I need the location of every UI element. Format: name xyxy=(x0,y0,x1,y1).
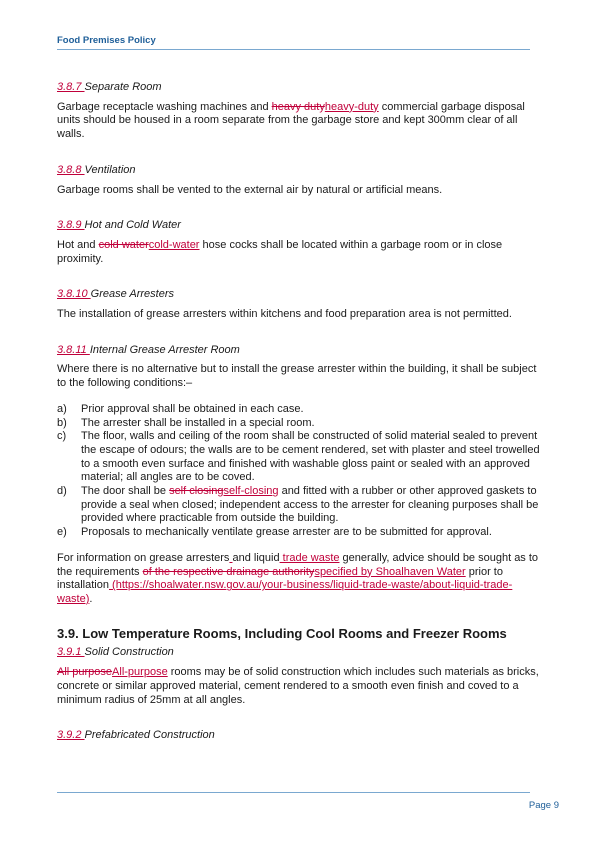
section-title: Ventilation xyxy=(84,163,136,176)
list-marker: c) xyxy=(57,430,67,443)
inserted-text: specified by Shoalhaven Water xyxy=(314,565,466,578)
section-title: Internal Grease Arrester Room xyxy=(89,343,240,356)
deleted-text: All purpose xyxy=(57,666,113,679)
paragraph-3-8-7 xyxy=(57,101,543,142)
header-title: Food Premises Policy xyxy=(57,35,156,46)
section-title: Prefabricated Construction xyxy=(84,729,215,742)
list-item xyxy=(57,485,543,526)
document-body xyxy=(57,81,543,749)
subheading-3-9-2 xyxy=(57,729,543,743)
running-header xyxy=(57,35,530,50)
section-number: 3.8.11 xyxy=(57,343,90,356)
page-number: Page 9 xyxy=(528,800,559,811)
text-run: and fitted with a rubber or other approved gaskets to provide a seal when closed; independent access to the arrester for cleaning purposes shall be provided where practicable from outside the building. xyxy=(81,485,539,525)
inserted-text: cold-water xyxy=(148,238,200,251)
trade-waste-link[interactable]: (https://shoalwater.nsw.gov.au/your-business/liquid-trade-waste/about-liquid-trade-waste) xyxy=(57,579,513,605)
text-run: For information on grease arresters xyxy=(57,551,230,564)
text-run: prior to installation xyxy=(57,565,503,592)
deleted-text: of the respective drainage authority xyxy=(142,565,315,578)
list-marker: e) xyxy=(57,526,67,539)
text-run: Hot and xyxy=(57,238,99,251)
section-heading-3-9: 3.9. Low Temperature Rooms, Including Cool Rooms and Freezer Rooms xyxy=(57,625,507,641)
list-item-text: The floor, walls and ceiling of the room shall be constructed of solid material sealed to prevent the escape of odours; the walls are to be cement rendered, set with plaster and steel trowelled to a smooth even surface and finished with washable gloss paint or sealed with an approved material; all angles are to be coved. xyxy=(81,430,540,484)
section-number: 3.8.7 xyxy=(57,81,85,93)
subheading-3-8-8 xyxy=(57,164,543,178)
conditions-list xyxy=(57,403,543,540)
section-number: 3.9.1 xyxy=(57,646,85,659)
list-item-text xyxy=(81,485,543,526)
list-item xyxy=(57,526,543,540)
deleted-text: cold water xyxy=(98,238,149,251)
subheading-3-8-10 xyxy=(57,288,543,302)
subheading-3-9-1 xyxy=(57,646,543,660)
section-number: 3.8.8 xyxy=(57,163,85,176)
section-title: Solid Construction xyxy=(84,646,174,659)
list-item-text: Proposals to mechanically ventilate grease arrester are to be submitted for approval. xyxy=(81,526,492,539)
paragraph-3-9-1 xyxy=(57,666,543,707)
text-run: and liquid xyxy=(232,551,280,564)
paragraph-3-8-11-intro: Where there is no alternative but to install the grease arrester within the building, it shall be subject to the following conditions:– xyxy=(57,363,537,390)
section-number: 3.8.10 xyxy=(57,288,91,301)
list-marker: a) xyxy=(57,402,67,415)
list-marker: b) xyxy=(57,416,67,429)
deleted-text: self closing xyxy=(169,485,224,498)
list-item-text: Prior approval shall be obtained in each case. xyxy=(81,402,304,415)
inserted-text: trade waste xyxy=(279,551,340,564)
text-run: . xyxy=(89,592,93,605)
list-item xyxy=(57,417,543,431)
paragraph-3-8-9 xyxy=(57,239,543,266)
section-number: 3.8.9 xyxy=(57,219,85,232)
list-item xyxy=(57,403,543,417)
inserted-text: self-closing xyxy=(223,485,279,498)
subheading-3-8-7 xyxy=(57,81,543,95)
text-run: generally, advice should be sought as to the requirements xyxy=(57,551,539,578)
text-run: hose cocks shall be located within a garbage room or in close proximity. xyxy=(57,238,503,265)
paragraph-trade-waste-info xyxy=(57,552,543,607)
text-run: rooms may be of solid construction which includes such materials as bricks, concrete or similar approved material, cement rendered to a smooth even finish and coved to a minimum radius of 25mm at all angles. xyxy=(57,666,539,706)
text-run: commercial garbage disposal units should be housed in a room separate from the garbage store and kept 300mm clear of all walls. xyxy=(57,100,525,141)
inserted-text: heavy-duty xyxy=(324,100,379,113)
subheading-3-8-11 xyxy=(57,344,543,358)
list-item xyxy=(57,430,543,485)
paragraph-3-8-8: Garbage rooms shall be vented to the external air by natural or artificial means. xyxy=(57,183,443,196)
footer-rule xyxy=(57,792,530,793)
subheading-3-8-9 xyxy=(57,219,543,233)
section-title: Hot and Cold Water xyxy=(84,219,181,232)
text-run: Garbage receptacle washing machines and xyxy=(57,100,272,113)
section-number: 3.9.2 xyxy=(57,729,85,742)
list-marker: d) xyxy=(57,485,67,498)
list-item-text: The arrester shall be installed in a special room. xyxy=(81,416,315,429)
inserted-text: All-purpose xyxy=(112,666,168,679)
section-title: Separate Room xyxy=(84,81,162,93)
text-run: The door shall be xyxy=(81,485,170,498)
paragraph-3-8-10: The installation of grease arresters within kitchens and food preparation area is not permitted. xyxy=(57,308,512,321)
deleted-text: heavy duty xyxy=(271,100,325,113)
section-title: Grease Arresters xyxy=(90,288,174,301)
